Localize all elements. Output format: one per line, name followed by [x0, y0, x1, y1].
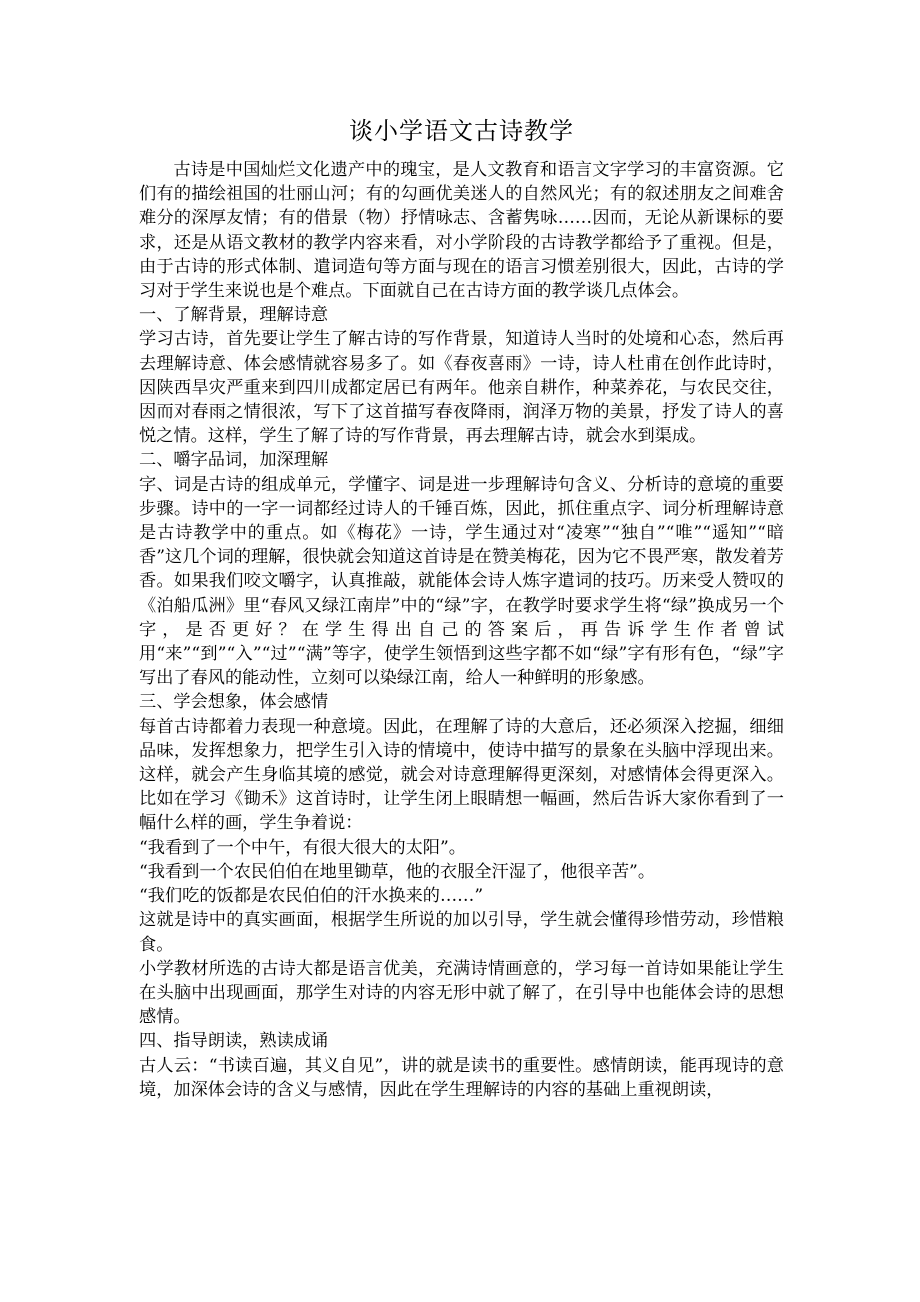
section-heading: 三、学会想象，体会感情	[139, 692, 329, 713]
section-3	[139, 690, 784, 1029]
document-page	[139, 116, 784, 1102]
section-2	[139, 448, 784, 690]
section-1	[139, 303, 784, 448]
section-heading: 一、了解背景，理解诗意	[139, 305, 329, 326]
section-paragraph: 小学教材所选的古诗大都是语言优美，充满诗情画意的，学习每一首诗如果能让学生在头脑中出现画面，那学生对诗的内容无形中就了解了，在引导中也能体会诗的思想感情。	[139, 958, 784, 1028]
student-quote: “我看到一个农民伯伯在地里锄草，他的衣服全汗湿了，他很辛苦”。	[139, 861, 656, 882]
section-heading: 二、嚼字品词，加深理解	[139, 450, 329, 471]
student-quote: “我们吃的饭都是农民伯伯的汗水换来的……”	[139, 886, 484, 907]
intro-paragraph: 古诗是中国灿烂文化遗产中的瑰宝，是人文教育和语言文字学习的丰富资源。它们有的描绘祖国的壮丽山河；有的勾画优美迷人的自然风光；有的叙述朋友之间难舍难分的深厚友情；有的借景（物）抒情咏志、含蓄隽咏……因而，无论从新课标的要求，还是从语文教材的教学内容来看，对小学阶段的古诗教学都给予了重视。但是，由于古诗的形式体制、遣词造句等方面与现在的语言习惯差别很大，因此，古诗的学习对于学生来说也是个难点。下面就自己在古诗方面的教学谈几点体会。	[139, 160, 784, 302]
section-paragraph: 学习古诗，首先要让学生了解古诗的写作背景，知道诗人当时的处境和心态，然后再去理解诗意、体会感情就容易多了。如《春夜喜雨》一诗，诗人杜甫在创作此诗时，因陕西旱灾严重来到四川成都定居已有两年。他亲自耕作，种菜养花，与农民交往，因而对春雨之情很浓，写下了这首描写春夜降雨，润泽万物的美景，抒发了诗人的喜悦之情。这样，学生了解了诗的写作背景，再去理解古诗，就会水到渠成。	[139, 329, 784, 447]
section-4	[139, 1029, 784, 1102]
section-paragraph: 这就是诗中的真实画面，根据学生所说的加以引导，学生就会懂得珍惜劳动，珍惜粮食。	[139, 910, 784, 955]
section-paragraph: 古人云：“书读百遍，其义自见”，讲的就是读书的重要性。感情朗读，能再现诗的意境，加深体会诗的含义与感情，因此在学生理解诗的内容的基础上重视朗读，	[139, 1055, 784, 1100]
section-heading: 四、指导朗读，熟读成诵	[139, 1031, 329, 1052]
section-paragraph: 每首古诗都着力表现一种意境。因此，在理解了诗的大意后，还必须深入挖掘，细细品味，发挥想象力，把学生引入诗的情境中，使诗中描写的景象在头脑中浮现出来。这样，就会产生身临其境的感觉，就会对诗意理解得更深刻，对感情体会得更深入。比如在学习《锄禾》这首诗时，让学生闭上眼睛想一幅画，然后告诉大家你看到了一幅什么样的画，学生争着说：	[139, 716, 784, 834]
section-paragraph: 字、词是古诗的组成单元，学懂字、词是进一步理解诗句含义、分析诗的意境的重要步骤。诗中的一字一词都经过诗人的千锤百炼，因此，抓住重点字、词分析理解诗意是古诗教学中的重点。如《梅花》一诗，学生通过对“凌寒”“独自”“唯”“遥知”“暗香”这几个词的理解，很快就会知道这首诗是在赞美梅花，因为它不畏严寒，散发着芳香。如果我们咬文嚼字，认真推敲，就能体会诗人炼字遣词的技巧。历来受人赞叹的《泊船瓜洲》里“春风又绿江南岸”中的“绿”字，在教学时要求学生将“绿”换成另一个字，是否更好？在学生得出自己的答案后，再告诉学生作者曾试用“来”“到”“入”“过”“满”等字，使学生领悟到这些字都不如“绿”字有形有色，“绿”字写出了春风的能动性，立刻可以染绿江南，给人一种鲜明的形象感。	[139, 474, 784, 689]
document-title: 谈小学语文古诗教学	[349, 117, 574, 145]
student-quote: “我看到了一个中午，有很大很大的太阳”。	[139, 837, 466, 858]
